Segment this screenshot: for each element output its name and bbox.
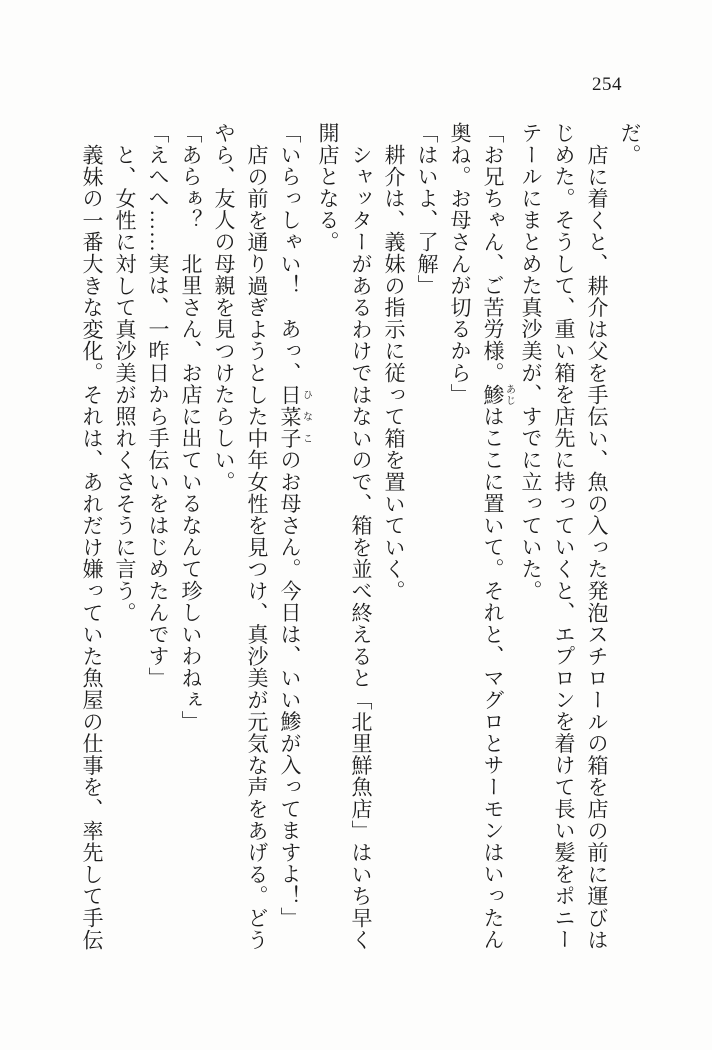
furigana-text: ひなこ (300, 383, 312, 449)
body-text (80, 122, 646, 954)
paragraph: 義妹の一番大きな変化。それは、あれだけ嫌っていた魚屋の仕事を、率先して手伝 (80, 144, 104, 951)
furigana-text: あじ (503, 383, 515, 406)
furigana-ruby: 鯵あじ (481, 383, 515, 406)
paragraph: と、女性に対して真沙美が照れくさそうに言う。 (113, 144, 137, 624)
paragraph: 「お兄ちゃん、ご苦労様。鯵あじはここに置いて。それと、マグロとサーモンはいったん奥ね。お母さんが切るから」 (448, 122, 515, 951)
paragraph: 「えへへ……実は、一昨日から手伝いをはじめたんです」 (146, 122, 170, 689)
paragraph: だ。 (618, 122, 642, 166)
paragraph: シャッターがあるわけではないので、箱を並べ終えると「北里鮮魚店」はいち早く開店となる。 (316, 122, 373, 951)
furigana-ruby: 日菜子ひなこ (278, 383, 312, 450)
paragraph: 店の前を通り過ぎようとした中年女性を見つけ、真沙美が元気な声をあげる。どうやら、友人の母親を見つけたらしい。 (212, 122, 269, 951)
page-number: 254 (592, 74, 622, 95)
paragraph: 「いらっしゃい！ あっ、日菜子ひなこのお母さん。今日は、いい鯵が入ってますよ！」 (278, 122, 312, 929)
paragraph: 耕介は、義妹の指示に従って箱を置いていく。 (382, 144, 406, 602)
paragraph: 店に着くと、耕介は父を手伝い、魚の入った発泡スチロールの箱を店の前に運びはじめた。そうして、重い箱を店先に持っていくと、エプロンを着けて長い髪をポニーテールにまとめた真沙美が、すでに立っていた。 (519, 122, 609, 951)
paragraph: 「はいよ、了解」 (415, 122, 439, 297)
paragraph: 「あらぁ？ 北里さん、お店に出ているなんて珍しいわねぇ」 (179, 122, 203, 733)
